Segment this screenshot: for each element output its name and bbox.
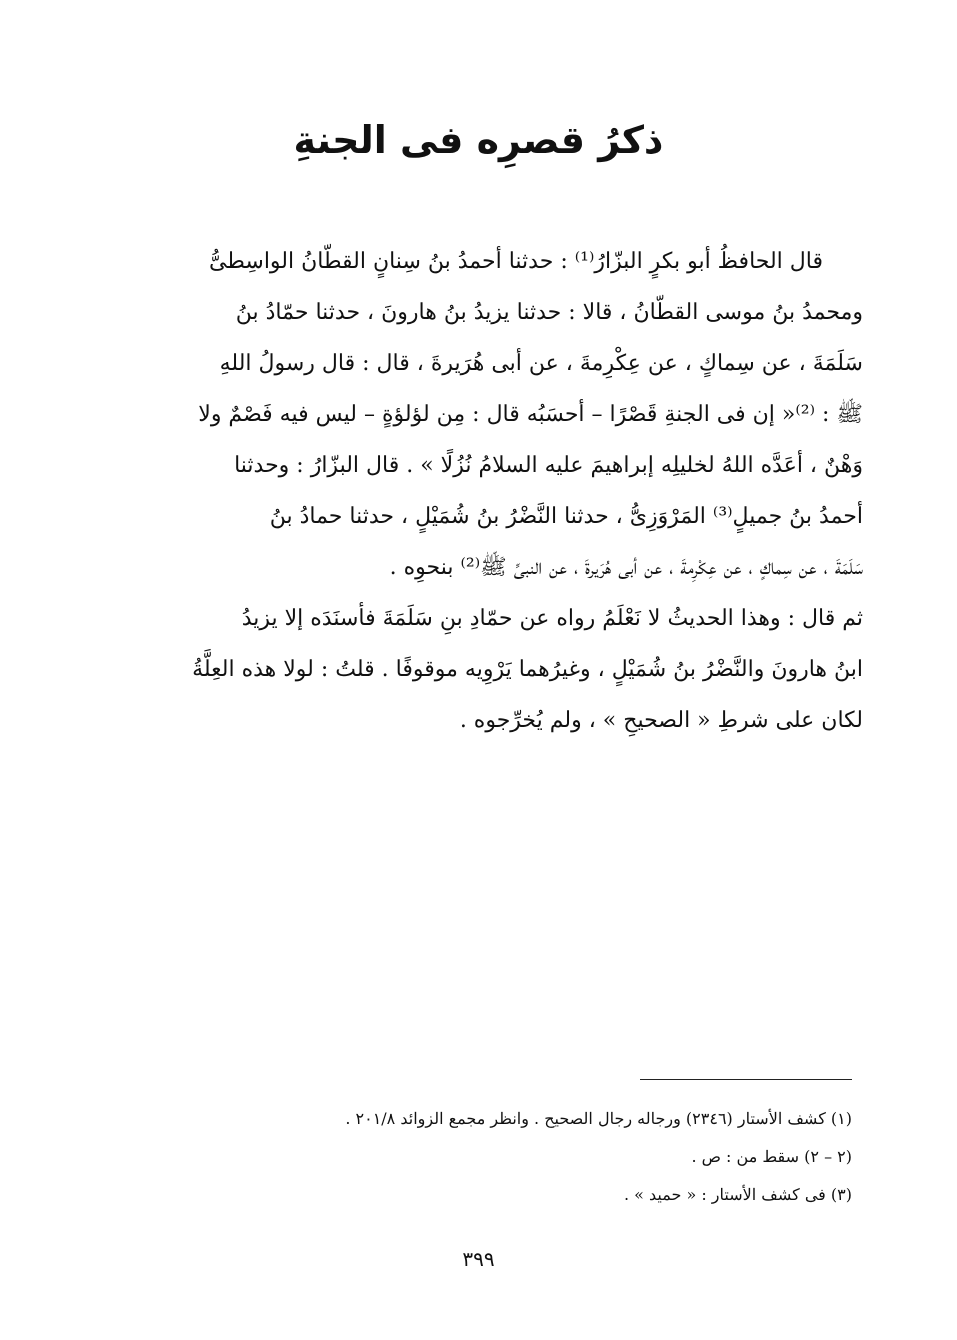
page-number: ٣٩٩ (462, 1247, 495, 1271)
chapter-title: ذكرُ قصرِه فى الجنةِ (293, 118, 664, 162)
body-line: ثم قال : وهذا الحديثُ لا نَعْلَمُ رواه عن حمّادِ بنِ سَلَمَةَ فأسنَدَه إلا يزيدُ (241, 606, 863, 631)
body-line: ﷺ : ⁽²⁾« إن فى الجنةِ قَصْرًا – أحسَبُه قال : مِن لؤلؤةٍ – ليس فيه فَصْمٌ ولا (198, 402, 863, 427)
footnote-divider (640, 1079, 852, 1080)
body-line: قال الحافظُ أبو بكرٍ البزّارُ⁽¹⁾ : حدثنا أحمدُ بنُ سِنانٍ القطّانُ الواسِطىُّ (209, 249, 823, 274)
body-line: لكان على شرطِ « الصحيحِ » ، ولم يُخرِّجوه . (459, 708, 863, 733)
body-line: وَهْنٌ ، أعَدَّه اللهُ لخليلِه إبراهيمَ عليه السلامُ نُزُلًا » . قال البزّارُ : وحدثنا (234, 453, 863, 478)
body-line: ومحمدُ بنُ موسى القطّانُ ، قالا : حدثنا يزيدُ بنُ هارونَ ، حدثنا حمّادُ بنُ (235, 300, 863, 325)
footnote-item: (٢ – ٢) سقط من : ص . (691, 1147, 852, 1166)
body-text (118, 236, 863, 746)
footnote-item: (٣) فى كشف الأستار : « حميد » . (623, 1185, 852, 1204)
body-line: ابنُ هارونَ والنَّضْرُ بنُ شُمَيْلٍ ، وغيرُهما يَرْوِيه موقوفًا . قلتُ : لولا هذه العِلَّةُ (192, 657, 863, 682)
body-line: سَلَمَةَ ، عن سِماكٍ ، عن عِكْرِمةَ ، عن أبى هُرَيرةَ ، عن النبىِّ ﷺ⁽²⁾ بنحوِه . (389, 555, 863, 580)
footnote-item: (١) كشف الأستار (٢٣٤٦) ورجاله رجال الصحيح . وانظر مجمع الزوائد ٢٠١/٨ . (345, 1109, 852, 1128)
body-line: سَلَمَةَ ، عن سِماكٍ ، عن عِكْرِمةَ ، عن أبى هُرَيرةَ ، قال : قال رسولُ اللهِ (219, 351, 863, 376)
body-line: أحمدُ بنُ جميلٍ⁽³⁾ المَرْوَزِىُّ ، حدثنا النَّضْرُ بنُ شُمَيْلٍ ، حدثنا حمادُ بنُ (269, 504, 863, 529)
footnotes (180, 1100, 852, 1214)
